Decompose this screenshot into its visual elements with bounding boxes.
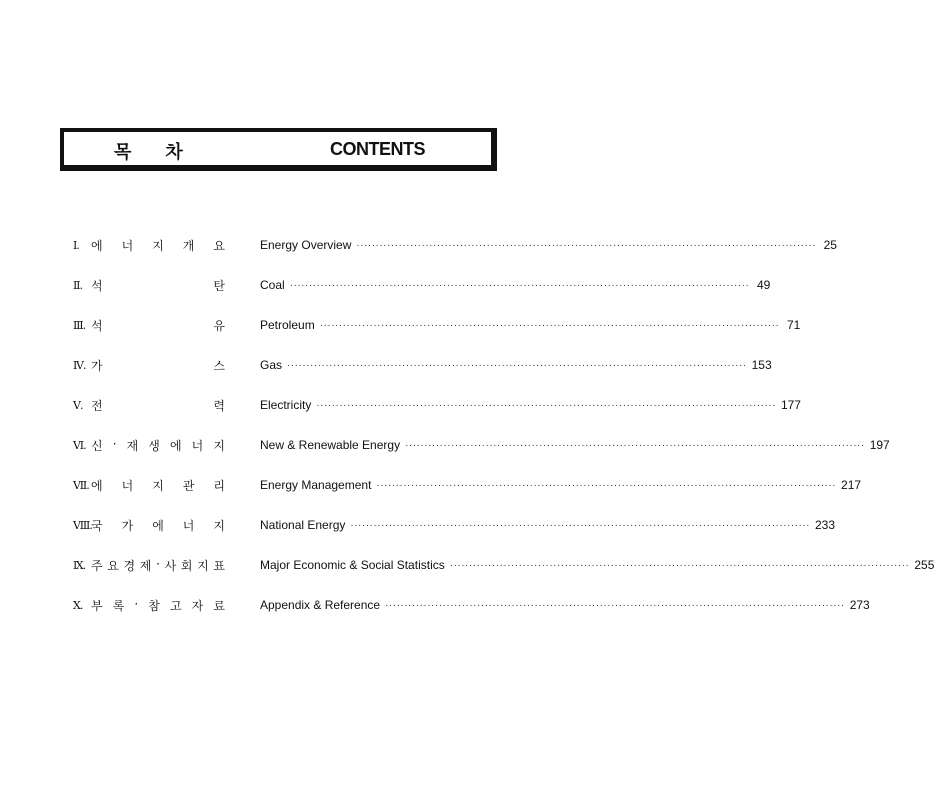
korean-chapter-title: 신 · 재 생 에 너 지 bbox=[91, 436, 225, 453]
dot-leader: ························································································································ bbox=[287, 359, 747, 371]
toc-entry[interactable] bbox=[0, 435, 890, 455]
page-number: 217 bbox=[841, 478, 862, 492]
toc-english-line bbox=[260, 395, 801, 415]
chapter-number: Ⅲ. bbox=[73, 318, 86, 332]
toc-entry[interactable] bbox=[0, 555, 934, 575]
page-number: 25 bbox=[823, 238, 837, 252]
toc-english-line bbox=[260, 475, 862, 495]
contents-title-box bbox=[60, 128, 497, 171]
korean-chapter-title: 에 너 지 개 요 bbox=[91, 238, 225, 253]
toc-korean-title bbox=[73, 235, 225, 255]
toc-english-line bbox=[260, 235, 837, 255]
page-number: 255 bbox=[914, 558, 934, 572]
chapter-number: Ⅳ. bbox=[73, 358, 86, 372]
toc-english-line bbox=[260, 315, 801, 335]
english-chapter-title: National Energy bbox=[260, 518, 346, 532]
toc-entry[interactable] bbox=[0, 275, 771, 295]
korean-chapter-title: 부 록 · 참 고 자 료 bbox=[91, 596, 225, 613]
toc-english-line bbox=[260, 515, 836, 535]
english-chapter-title: Gas bbox=[260, 358, 283, 372]
toc-korean-title bbox=[73, 355, 225, 375]
page-number: 177 bbox=[780, 398, 801, 412]
chapter-number: Ⅹ. bbox=[73, 598, 83, 612]
english-chapter-title: Coal bbox=[260, 278, 285, 292]
chapter-number: Ⅰ. bbox=[73, 238, 79, 252]
korean-chapter-title: 가 스 bbox=[91, 358, 225, 373]
korean-chapter-title: 석 탄 bbox=[91, 278, 225, 293]
dot-leader: ························································································································ bbox=[405, 439, 865, 451]
dot-leader: ························································································································ bbox=[356, 239, 816, 251]
toc-korean-title bbox=[73, 475, 225, 495]
page-number: 153 bbox=[751, 358, 772, 372]
english-chapter-title: Petroleum bbox=[260, 318, 315, 332]
dot-leader: ························································································································ bbox=[376, 479, 837, 491]
english-chapter-title: Major Economic & Social Statistics bbox=[260, 558, 445, 572]
toc-english-line bbox=[260, 355, 772, 375]
title-korean: 목차 bbox=[114, 142, 217, 163]
toc-korean-title bbox=[73, 555, 225, 575]
chapter-number: Ⅱ. bbox=[73, 278, 82, 292]
english-chapter-title: Energy Management bbox=[260, 478, 372, 492]
toc-entry[interactable] bbox=[0, 395, 801, 415]
chapter-number: Ⅶ. bbox=[73, 478, 89, 492]
korean-chapter-title: 주 요 경 제 · 사 회 지 표 bbox=[91, 556, 225, 573]
english-chapter-title: Electricity bbox=[260, 398, 312, 412]
toc-entry[interactable] bbox=[0, 235, 837, 255]
toc-korean-title bbox=[73, 435, 225, 455]
toc-korean-title bbox=[73, 395, 225, 415]
korean-chapter-title: 전 력 bbox=[91, 398, 225, 413]
dot-leader: ························································································································ bbox=[449, 559, 910, 571]
page-number: 233 bbox=[815, 518, 836, 532]
dot-leader: ························································································································ bbox=[316, 399, 776, 411]
english-chapter-title: Energy Overview bbox=[260, 238, 352, 252]
toc-entry[interactable] bbox=[0, 515, 836, 535]
korean-chapter-title: 국 가 에 너 지 bbox=[91, 518, 225, 533]
english-chapter-title: Appendix & Reference bbox=[260, 598, 381, 612]
toc-korean-title bbox=[73, 515, 225, 535]
chapter-number: Ⅴ. bbox=[73, 398, 83, 412]
toc-english-line bbox=[260, 435, 890, 455]
page-number: 197 bbox=[869, 438, 890, 452]
page-number: 273 bbox=[849, 598, 870, 612]
english-chapter-title: New & Renewable Energy bbox=[260, 438, 401, 452]
toc-english-line bbox=[260, 555, 934, 575]
page-number: 71 bbox=[786, 318, 801, 332]
title-english: CONTENTS bbox=[330, 139, 425, 159]
toc-korean-title bbox=[73, 315, 225, 335]
toc-entry[interactable] bbox=[0, 595, 870, 615]
toc-english-line bbox=[260, 275, 771, 295]
dot-leader: ························································································································ bbox=[289, 279, 750, 291]
toc-entry[interactable] bbox=[0, 355, 772, 375]
dot-leader: ························································································································ bbox=[350, 519, 810, 531]
toc-entry[interactable] bbox=[0, 475, 862, 495]
toc-english-line bbox=[260, 595, 870, 615]
dot-leader: ························································································································ bbox=[319, 319, 780, 331]
toc-korean-title bbox=[73, 275, 225, 295]
chapter-number: Ⅷ. bbox=[73, 518, 92, 532]
korean-chapter-title: 석 유 bbox=[91, 318, 225, 333]
dot-leader: ························································································································ bbox=[385, 599, 845, 611]
chapter-number: Ⅵ. bbox=[73, 438, 86, 452]
page-number: 49 bbox=[756, 278, 771, 292]
toc-korean-title bbox=[73, 595, 225, 615]
toc-entry[interactable] bbox=[0, 315, 801, 335]
korean-chapter-title: 에 너 지 관 리 bbox=[91, 478, 225, 493]
chapter-number: Ⅸ. bbox=[73, 558, 86, 572]
